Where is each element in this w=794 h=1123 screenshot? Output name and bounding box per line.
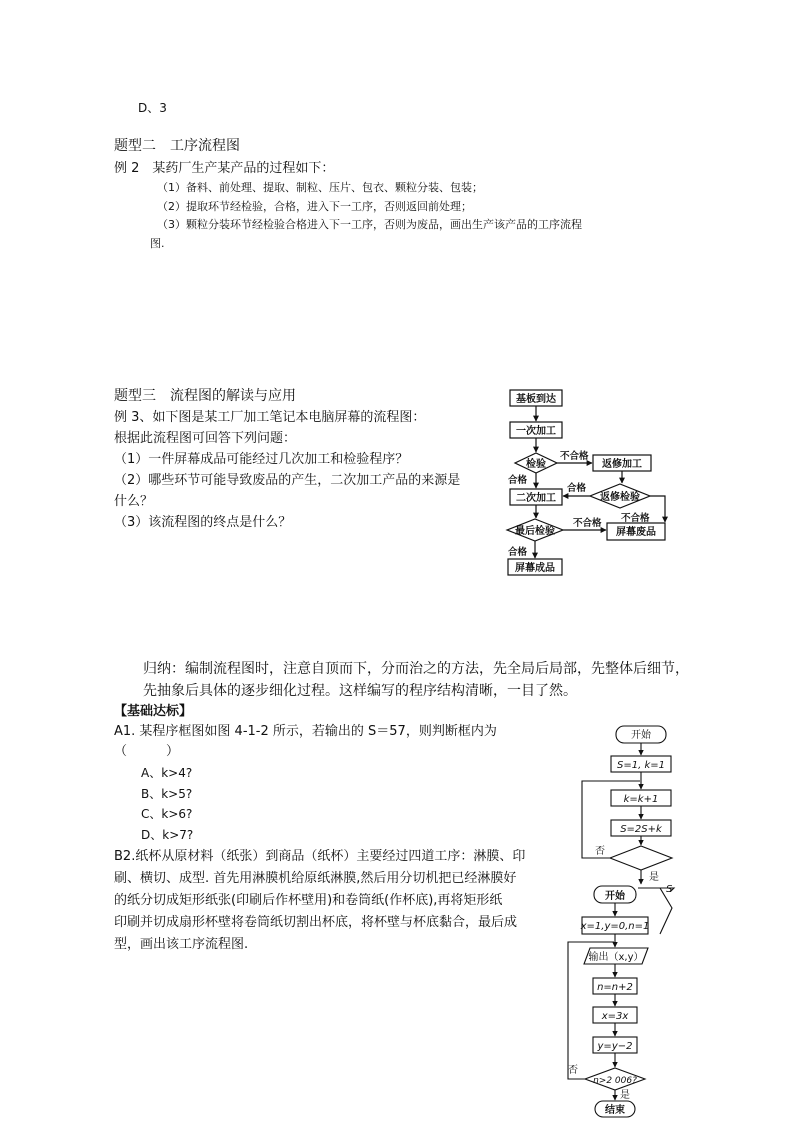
a1-line2: （ ） (114, 744, 180, 759)
section2-item3b: 图. (150, 237, 165, 250)
flow1-repair-check: 返修检验 (600, 492, 640, 503)
a1-option-a: A、k>4? (141, 766, 193, 780)
flow1-label-pass-2: 合格 (567, 483, 587, 494)
section3-q1: （1）一件屏幕成品可能经过几次加工和检验程序？ (114, 452, 409, 467)
flow1-waste: 屏幕废品 (616, 527, 656, 538)
screen-process-flowchart (495, 385, 685, 580)
flow1-process2: 二次加工 (516, 493, 556, 504)
b2-line5: 型，画出该工序流程图. (114, 937, 249, 952)
a1-program-flowchart (578, 722, 678, 892)
summary-line1: 归纳：编制流程图时，注意自顶而下，分而治之的方法，先全局后局部，先整体后细节， (143, 661, 689, 677)
summary-line2: 先抽象后具体的逐步细化过程。这样编写的程序结构清晰，一目了然。 (143, 683, 577, 699)
flow1-label-fail-2: 不合格 (621, 513, 650, 524)
section2-heading: 题型二 工序流程图 (114, 138, 240, 154)
flow3-yes-label: 是 (620, 1090, 630, 1101)
a1-option-c: C、k>6? (141, 807, 193, 821)
flow3-condition: n>2 006? (593, 1076, 637, 1086)
flow2-yes-label: 是 (649, 872, 659, 883)
flow2-update: S=2S+k (620, 824, 662, 835)
section2-item3a: （3）颗粒分装环节经检验合格进入下一工序，否则为废品，画出生产该产品的工序流程 (157, 218, 582, 231)
flow2-step: k=k+1 (623, 794, 659, 805)
flow2-start: 开始 (631, 730, 651, 741)
flow1-label-fail-3: 不合格 (573, 518, 602, 529)
output-loop-flowchart (560, 882, 680, 1120)
section3-intro: 根据此流程图可回答下列问题： (114, 431, 297, 446)
section3-q3: （3）该流程图的终点是什么？ (114, 515, 292, 530)
flow1-product: 屏幕成品 (515, 563, 555, 574)
basic-heading: 【基础达标】 (114, 704, 193, 719)
flow2-output-s: S (666, 884, 673, 892)
b2-line3: 的纸分切成矩形纸张(印刷后作杯壁用)和卷筒纸(作杯底),再将矩形纸 (114, 893, 503, 908)
a1-option-b: B、k>5? (141, 787, 193, 801)
flow1-check: 检验 (526, 459, 546, 470)
flow3-no-label: 否 (568, 1065, 578, 1076)
a1-option-d: D、k>7? (141, 828, 194, 842)
section3-q2a: （2）哪些环节可能导致废品的产生，二次加工产品的来源是 (114, 473, 461, 488)
flow2-condition-diamond (610, 846, 672, 870)
section2-example: 例 2 某药厂生产某产品的过程如下： (114, 161, 335, 176)
answer-d: D、3 (138, 101, 167, 115)
a1-line1: A1. 某程序框图如图 4-1-2 所示，若输出的 S＝57，则判断框内为 (114, 724, 497, 739)
flow3-init: x=1,y=0,n=1 (580, 921, 650, 932)
flow3-n-update: n=n+2 (597, 982, 633, 993)
flow1-label-fail-1: 不合格 (560, 451, 589, 462)
flow2-init: S=1, k=1 (617, 760, 665, 771)
section3-heading: 题型三 流程图的解读与应用 (114, 388, 296, 404)
b2-line2: 刷、横切、成型. 首先用淋膜机给原纸淋膜,然后用分切机把已经淋膜好 (114, 871, 517, 886)
flow1-label-pass-3: 合格 (508, 547, 528, 558)
flow3-output: 输出（x,y） (588, 952, 644, 963)
section3-q2b: 什么？ (114, 494, 154, 509)
flow3-start: 开始 (605, 891, 625, 902)
flow1-start: 基板到达 (516, 394, 556, 405)
flow2-no-label: 否 (595, 846, 605, 857)
section3-example: 例 3、如下图是某工厂加工笔记本电脑屏幕的流程图： (114, 410, 426, 425)
flow1-process1: 一次加工 (516, 426, 556, 437)
flow1-label-pass-1: 合格 (508, 475, 528, 486)
flow3-x-update: x=3x (601, 1011, 629, 1022)
section2-item1: （1）备料、前处理、提取、制粒、压片、包衣、颗粒分装、包装； (157, 181, 483, 194)
section2-item2: （2）提取环节经检验，合格，进入下一工序，否则返回前处理； (157, 200, 472, 213)
flow1-final-check: 最后检验 (515, 526, 555, 537)
b2-line1: B2.纸杯从原材料（纸张）到商品（纸杯）主要经过四道工序：淋膜、印 (114, 849, 526, 864)
flow3-end: 结束 (605, 1105, 625, 1116)
flow3-y-update: y=y−2 (597, 1041, 633, 1052)
b2-line4: 印刷并切成扇形杯壁将卷筒纸切割出杯底，将杯壁与杯底黏合，最后成 (114, 915, 518, 930)
flow1-repair: 返修加工 (602, 459, 642, 470)
